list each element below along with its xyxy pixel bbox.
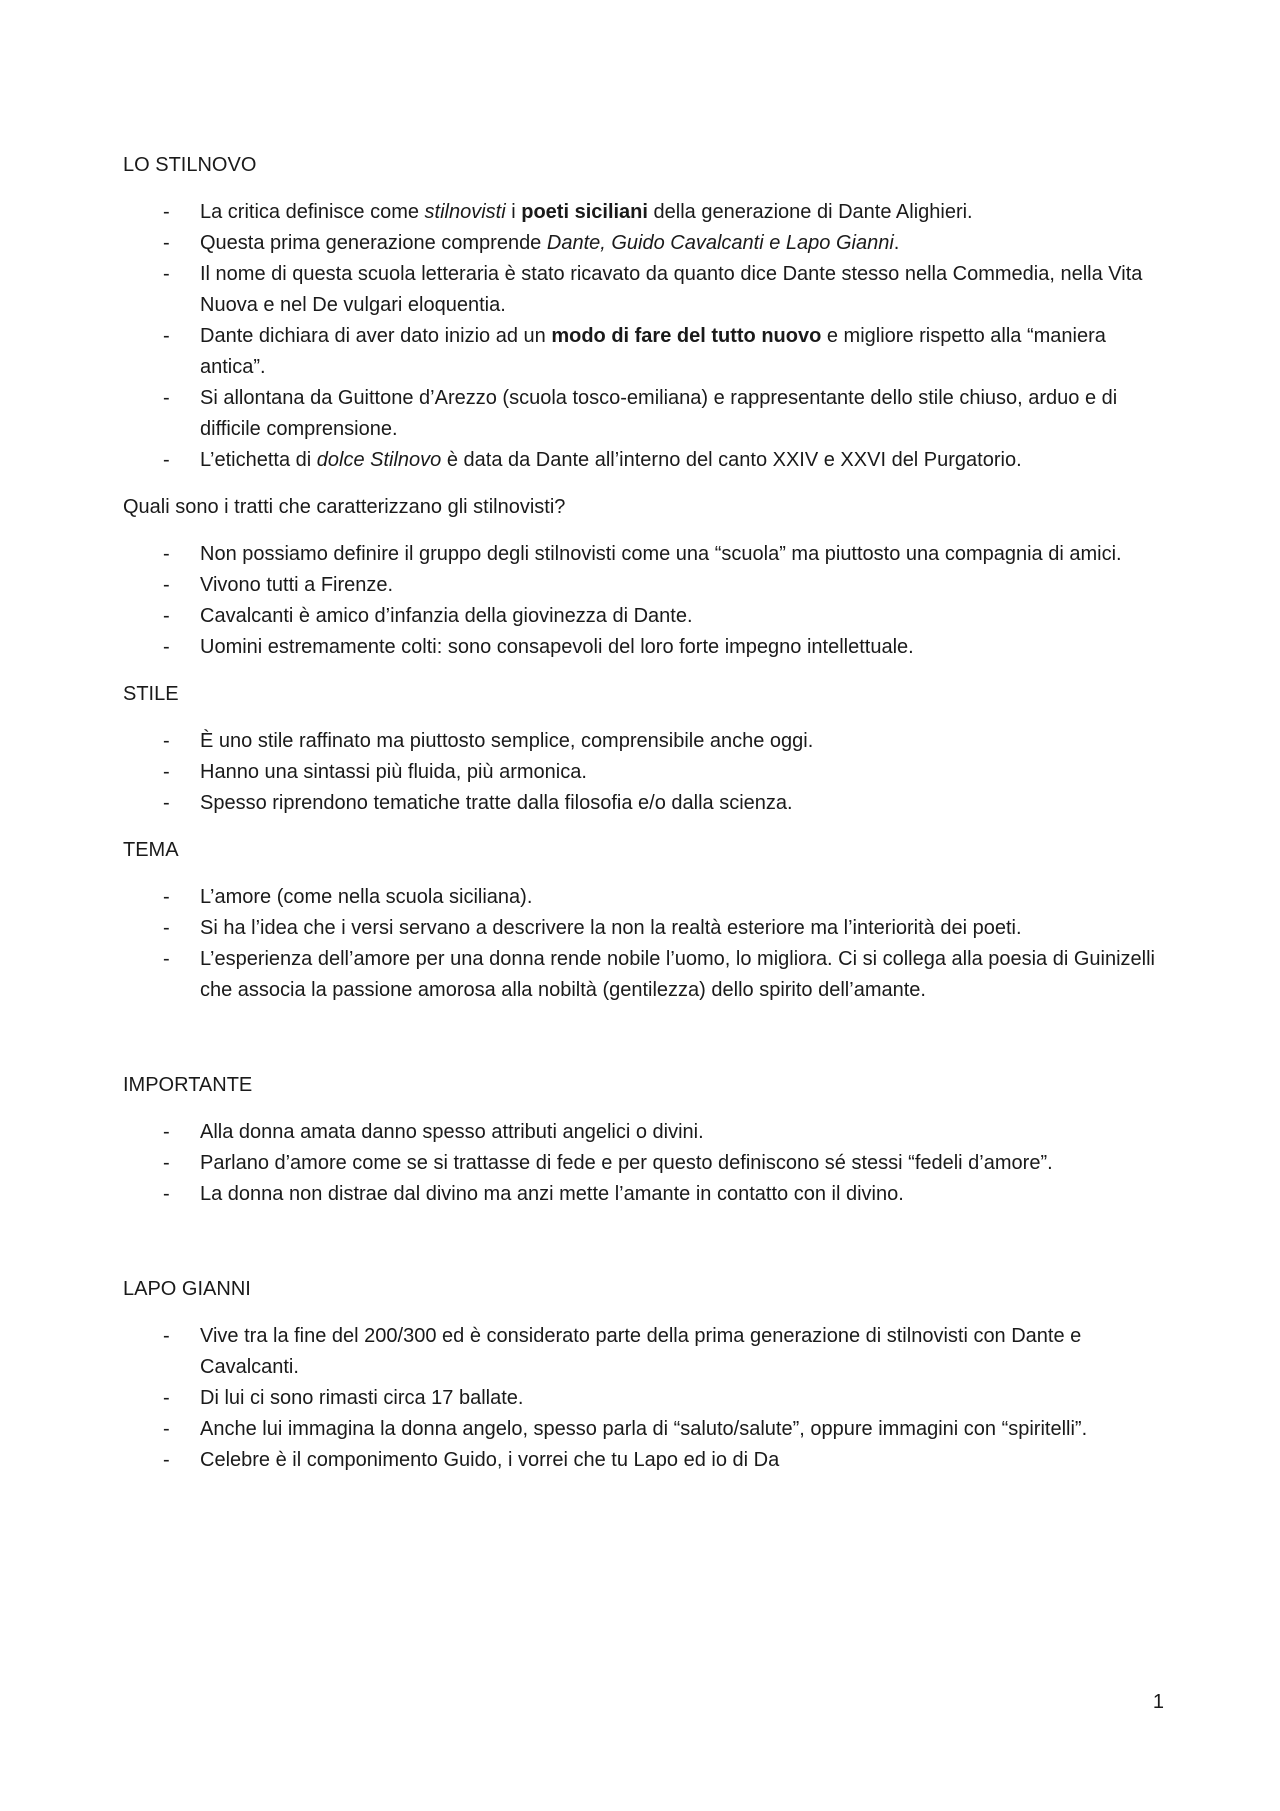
- list-item: [123, 944, 1173, 1006]
- text-run: La donna non distrae dal divino ma anzi mette l’amante in contatto con il divino.: [200, 1183, 904, 1205]
- document-body: [123, 150, 1173, 1492]
- dash-bullet: -: [163, 201, 170, 223]
- dash-bullet: -: [163, 1121, 170, 1143]
- list-item: [123, 228, 1173, 259]
- text-run: della generazione di Dante Alighieri.: [647, 201, 973, 223]
- text-run: Di lui ci sono rimasti circa 17 ballate.: [200, 1387, 524, 1409]
- section-heading: STILE: [123, 683, 179, 705]
- text-run: Cavalcanti è amico d’infanzia della giovinezza di Dante.: [200, 605, 693, 627]
- dash-bullet: -: [163, 1325, 170, 1347]
- list-item: [123, 601, 1173, 632]
- text-run: i: [505, 201, 522, 223]
- bullet-list: [123, 1117, 1173, 1210]
- section-gap: [123, 1022, 1173, 1070]
- text-run: Questa prima generazione comprende: [200, 232, 547, 254]
- text-run: L’etichetta di: [200, 449, 317, 471]
- text-run: Si ha l’idea che i versi servano a descrivere la non la realtà esteriore ma l’interiorità dei poeti.: [200, 917, 1022, 939]
- dash-bullet: -: [163, 605, 170, 627]
- list-item: [123, 882, 1173, 913]
- bullet-list: [123, 726, 1173, 819]
- list-item: [123, 1179, 1173, 1210]
- text-run: Uomini estremamente colti: sono consapevoli del loro forte impegno intellettuale.: [200, 636, 914, 658]
- text-run: Spesso riprendono tematiche tratte dalla filosofia e/o dalla scienza.: [200, 792, 793, 814]
- text-run: Si allontana da Guittone d’Arezzo (scuola tosco-emiliana) e rappresentante dello stile chiuso, arduo e di difficile comprensione.: [200, 387, 1118, 440]
- list-item: [123, 539, 1173, 570]
- dash-bullet: -: [163, 1152, 170, 1174]
- text-run: L’esperienza dell’amore per una donna rende nobile l’uomo, lo migliora. Ci si collega alla poesia di Guinizelli che associa la passione amorosa alla nobiltà (gentilezza) dello spirito dell’amante.: [200, 948, 1155, 1001]
- text-run: Il nome di questa scuola letteraria è stato ricavato da quanto dice Dante stesso nella Commedia, nella Vita Nuova e nel De vulgari eloquentia.: [200, 263, 1143, 316]
- bullet-list: [123, 882, 1173, 1006]
- list-item: [123, 788, 1173, 819]
- dash-bullet: -: [163, 1418, 170, 1440]
- dash-bullet: -: [163, 325, 170, 347]
- text-run: e migliore rispetto alla “maniera antica”.: [200, 325, 1106, 378]
- list-item: [123, 259, 1173, 321]
- list-item: [123, 197, 1173, 228]
- bullet-list: [123, 197, 1173, 476]
- list-item: [123, 1321, 1173, 1383]
- dash-bullet: -: [163, 917, 170, 939]
- dash-bullet: -: [163, 449, 170, 471]
- list-item: [123, 913, 1173, 944]
- list-item: [123, 726, 1173, 757]
- dash-bullet: -: [163, 636, 170, 658]
- bullet-list: [123, 1321, 1173, 1476]
- section-gap: [123, 1226, 1173, 1274]
- list-item: [123, 1383, 1173, 1414]
- italic-text: stilnovisti: [424, 201, 506, 223]
- section-heading: LAPO GIANNI: [123, 1278, 251, 1300]
- text-run: Vive tra la fine del 200/300 ed è considerato parte della prima generazione di stilnovisti con Dante e Cavalcanti.: [200, 1325, 1082, 1378]
- dash-bullet: -: [163, 1387, 170, 1409]
- bullet-list: [123, 539, 1173, 663]
- text-run: Celebre è il componimento Guido, i vorrei che tu Lapo ed io di Da: [200, 1449, 780, 1471]
- text-run: Parlano d’amore come se si trattasse di fede e per questo definiscono sé stessi “fedeli d’amore”.: [200, 1152, 1053, 1174]
- dash-bullet: -: [163, 543, 170, 565]
- list-item: [123, 1148, 1173, 1179]
- dash-bullet: -: [163, 948, 170, 970]
- dash-bullet: -: [163, 1183, 170, 1205]
- dash-bullet: -: [163, 792, 170, 814]
- text-run: Dante dichiara di aver dato inizio ad un: [200, 325, 552, 347]
- section-heading: IMPORTANTE: [123, 1074, 253, 1096]
- section-heading: Quali sono i tratti che caratterizzano gli stilnovisti?: [123, 496, 566, 518]
- italic-text: Dante, Guido Cavalcanti e Lapo Gianni: [546, 232, 894, 254]
- list-item: [123, 757, 1173, 788]
- text-run: L’amore (come nella scuola siciliana).: [200, 886, 533, 908]
- text-run: La critica definisce come: [200, 201, 425, 223]
- list-item: [123, 570, 1173, 601]
- dash-bullet: -: [163, 761, 170, 783]
- list-item: [123, 1445, 1173, 1476]
- dash-bullet: -: [163, 574, 170, 596]
- bold-text: poeti siciliani: [521, 201, 648, 223]
- section-heading: LO STILNOVO: [123, 154, 257, 176]
- page-number: 1: [1152, 1691, 1164, 1713]
- text-run: Alla donna amata danno spesso attributi angelici o divini.: [200, 1121, 704, 1143]
- text-run: È uno stile raffinato ma piuttosto semplice, comprensibile anche oggi.: [200, 730, 814, 752]
- text-run: Non possiamo definire il gruppo degli stilnovisti come una “scuola” ma piuttosto una compagnia di amici.: [200, 543, 1122, 565]
- list-item: [123, 1414, 1173, 1445]
- text-run: .: [893, 232, 900, 254]
- section-heading: TEMA: [123, 839, 179, 861]
- list-item: [123, 445, 1173, 476]
- text-run: Vivono tutti a Firenze.: [200, 574, 394, 596]
- list-item: [123, 632, 1173, 663]
- dash-bullet: -: [163, 232, 170, 254]
- dash-bullet: -: [163, 1449, 170, 1471]
- dash-bullet: -: [163, 263, 170, 285]
- list-item: [123, 383, 1173, 445]
- dash-bullet: -: [163, 886, 170, 908]
- dash-bullet: -: [163, 387, 170, 409]
- list-item: [123, 321, 1173, 383]
- text-run: Anche lui immagina la donna angelo, spesso parla di “saluto/salute”, oppure immagini con “spiritelli”.: [200, 1418, 1088, 1440]
- bold-text: modo di fare del tutto nuovo: [551, 325, 822, 347]
- list-item: [123, 1117, 1173, 1148]
- dash-bullet: -: [163, 730, 170, 752]
- text-run: è data da Dante all’interno del canto XXIV e XXVI del Purgatorio.: [441, 449, 1022, 471]
- italic-text: dolce Stilnovo: [316, 449, 442, 471]
- text-run: Hanno una sintassi più fluida, più armonica.: [200, 761, 587, 783]
